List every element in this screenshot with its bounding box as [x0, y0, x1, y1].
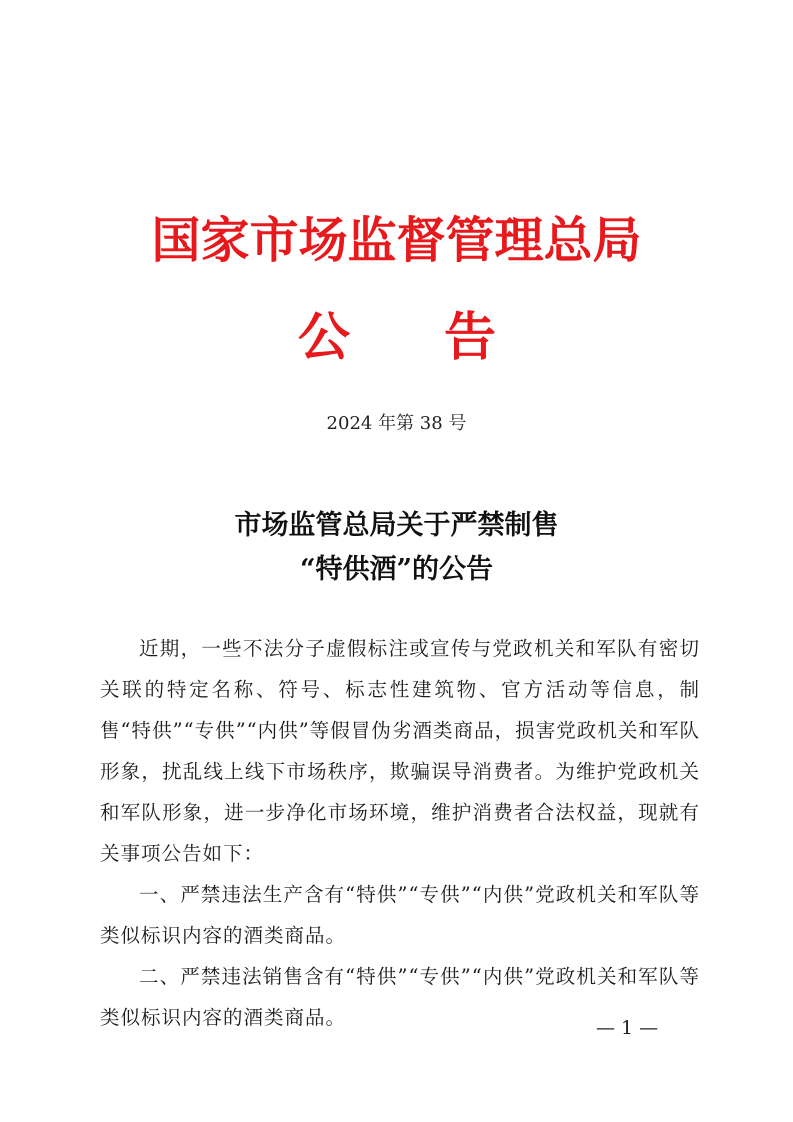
body-paragraph-item-1: 一、严禁违法生产含有“特供”“专供”“内供”党政机关和军队等类似标识内容的酒类商品。 — [100, 883, 700, 947]
body-paragraph-intro: 近期，一些不法分子虚假标注或宣传与党政机关和军队有密切关联的特定名称、符号、标志性建筑物、官方活动等信息，制售“特供”“专供”“内供”等假冒伪劣酒类商品，损害党政机关和军队形象，扰乱线上线下市场秩序，欺骗误导消费者。为维护党政机关和军队形象，进一步净化市场环境，维护消费者合法权益，现就有关事项公告如下： — [100, 637, 700, 865]
agency-masthead: 国家市场监督管理总局 — [151, 212, 642, 269]
notice-char-gong: 公 — [298, 308, 351, 368]
document-title — [0, 504, 793, 592]
body-paragraph-item-2: 二、严禁违法销售含有“特供”“专供”“内供”党政机关和军队等类似标识内容的酒类商品。 — [100, 965, 700, 1029]
document-body — [100, 628, 700, 1038]
document-number: 2024 年第 38 号 — [326, 413, 467, 434]
title-line-2: “特供酒”的公告 — [299, 554, 494, 585]
notice-type-heading — [0, 302, 793, 374]
page-number: — 1 — — [596, 1017, 659, 1039]
title-line-1: 市场监管总局关于严禁制售 — [234, 510, 559, 541]
notice-char-gao: 告 — [444, 308, 497, 368]
